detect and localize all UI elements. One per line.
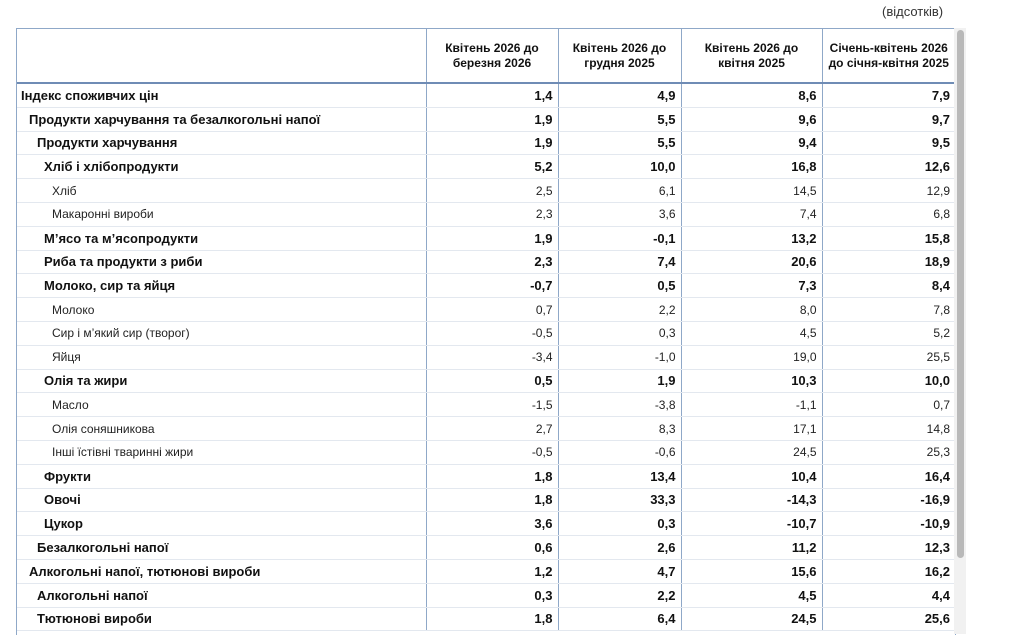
- cell-value: 2,2: [558, 298, 681, 322]
- cell-value: 1,8: [426, 488, 558, 512]
- cell-value: 16,8: [681, 155, 822, 179]
- table-row: [17, 536, 955, 560]
- cell-value: -14,3: [681, 488, 822, 512]
- table-row: [17, 321, 955, 345]
- row-label: М’ясо та м’ясопродукти: [17, 226, 426, 250]
- cell-value: 4,7: [558, 559, 681, 583]
- cell-value: 13,4: [558, 464, 681, 488]
- cell-value: 2,5: [426, 179, 558, 203]
- cell-value: 3,6: [558, 202, 681, 226]
- cell-value: 0,7: [426, 298, 558, 322]
- cell-value: -1,5: [426, 393, 558, 417]
- cell-value: 4,4: [822, 583, 955, 607]
- header-apr-vs-apr: Квітень 2026 до квітня 2025: [681, 29, 822, 83]
- cell-value: 8,0: [681, 298, 822, 322]
- table-row: [17, 559, 955, 583]
- header-apr-vs-mar: Квітень 2026 до березня 2026: [426, 29, 558, 83]
- cell-value: 5,2: [822, 321, 955, 345]
- header-category: [17, 29, 426, 83]
- row-label: Індекс споживчих цін: [17, 83, 426, 107]
- row-label: Алкогольні напої, тютюнові вироби: [17, 559, 426, 583]
- header-jan-apr-vs-jan-apr: Січень-квітень 2026 до січня-квітня 2025: [822, 29, 955, 83]
- cpi-table-container: [16, 28, 956, 635]
- cell-value: 1,9: [426, 226, 558, 250]
- cell-value: 2,2: [558, 583, 681, 607]
- cell-value: 12,3: [822, 536, 955, 560]
- cell-value: 1,9: [426, 131, 558, 155]
- row-label: Сир і м’який сир (творог): [17, 321, 426, 345]
- cell-value: -10,7: [681, 512, 822, 536]
- table-row: [17, 202, 955, 226]
- cell-value: 25,6: [822, 607, 955, 631]
- cell-value: 16,4: [822, 464, 955, 488]
- table-row: [17, 226, 955, 250]
- cell-value: 14,8: [822, 417, 955, 441]
- table-row: [17, 298, 955, 322]
- cell-value: 1,2: [426, 559, 558, 583]
- cell-value: 14,5: [681, 179, 822, 203]
- cell-value: 0,3: [558, 512, 681, 536]
- cell-value: 7,8: [822, 298, 955, 322]
- table-row: [17, 488, 955, 512]
- cell-value: 1,4: [426, 83, 558, 107]
- cell-value: 2,3: [426, 202, 558, 226]
- cell-value: 11,2: [681, 536, 822, 560]
- cell-value: 18,9: [822, 250, 955, 274]
- cell-value: 13,2: [681, 226, 822, 250]
- cell-value: -3,8: [558, 393, 681, 417]
- row-label: Олія соняшникова: [17, 417, 426, 441]
- cell-value: 0,5: [558, 274, 681, 298]
- cell-value: 4,5: [681, 583, 822, 607]
- row-label: Макаронні вироби: [17, 202, 426, 226]
- cell-value: 25,5: [822, 345, 955, 369]
- table-row: [17, 583, 955, 607]
- scrollbar-thumb[interactable]: [957, 30, 964, 558]
- table-row: [17, 440, 955, 464]
- cell-value: 7,4: [681, 202, 822, 226]
- row-label: Риба та продукти з риби: [17, 250, 426, 274]
- table-row: [17, 512, 955, 536]
- row-label: Молоко, сир та яйця: [17, 274, 426, 298]
- table-row: [17, 131, 955, 155]
- cell-value: 5,2: [426, 155, 558, 179]
- table-row: [17, 417, 955, 441]
- cell-value: 8,4: [822, 274, 955, 298]
- cell-value: 2,6: [558, 536, 681, 560]
- cell-value: 10,0: [558, 155, 681, 179]
- cell-value: 10,4: [681, 464, 822, 488]
- cell-value: 5,5: [558, 107, 681, 131]
- cell-value: 16,2: [822, 559, 955, 583]
- row-label: Яйця: [17, 345, 426, 369]
- cell-value: 0,6: [426, 536, 558, 560]
- cell-value: 8,3: [558, 417, 681, 441]
- cell-value: 7,4: [558, 250, 681, 274]
- cell-value: 0,7: [822, 393, 955, 417]
- table-header-row: [17, 29, 955, 83]
- cell-value: 9,5: [822, 131, 955, 155]
- cell-value: 7,9: [822, 83, 955, 107]
- row-label: Масло: [17, 393, 426, 417]
- cell-value: 17,1: [681, 417, 822, 441]
- cell-value: 0,5: [426, 369, 558, 393]
- cell-value: -1,1: [681, 393, 822, 417]
- cpi-table: [17, 29, 955, 631]
- cell-value: -16,9: [822, 488, 955, 512]
- cell-value: 6,4: [558, 607, 681, 631]
- table-row: [17, 369, 955, 393]
- cell-value: -0,5: [426, 440, 558, 464]
- cell-value: 2,3: [426, 250, 558, 274]
- table-row: [17, 345, 955, 369]
- cell-value: 15,8: [822, 226, 955, 250]
- cell-value: 24,5: [681, 440, 822, 464]
- cell-value: 5,5: [558, 131, 681, 155]
- cell-value: 7,3: [681, 274, 822, 298]
- cell-value: 1,8: [426, 607, 558, 631]
- cell-value: 3,6: [426, 512, 558, 536]
- cell-value: 4,5: [681, 321, 822, 345]
- table-row: [17, 107, 955, 131]
- cell-value: 10,0: [822, 369, 955, 393]
- table-row: [17, 250, 955, 274]
- cell-value: 33,3: [558, 488, 681, 512]
- cell-value: 1,8: [426, 464, 558, 488]
- cell-value: 9,6: [681, 107, 822, 131]
- row-label: Продукти харчування: [17, 131, 426, 155]
- row-label: Фрукти: [17, 464, 426, 488]
- row-label: Тютюнові вироби: [17, 607, 426, 631]
- cell-value: 9,4: [681, 131, 822, 155]
- row-label: Безалкогольні напої: [17, 536, 426, 560]
- row-label: Овочі: [17, 488, 426, 512]
- table-row: [17, 393, 955, 417]
- cell-value: 9,7: [822, 107, 955, 131]
- cell-value: 4,9: [558, 83, 681, 107]
- cell-value: -3,4: [426, 345, 558, 369]
- cell-value: 12,9: [822, 179, 955, 203]
- cell-value: 10,3: [681, 369, 822, 393]
- cell-value: 6,1: [558, 179, 681, 203]
- cell-value: 24,5: [681, 607, 822, 631]
- cell-value: 12,6: [822, 155, 955, 179]
- cell-value: 25,3: [822, 440, 955, 464]
- row-label: Хліб: [17, 179, 426, 203]
- table-row: [17, 179, 955, 203]
- cell-value: 8,6: [681, 83, 822, 107]
- row-label: Цукор: [17, 512, 426, 536]
- header-apr-vs-dec: Квітень 2026 до грудня 2025: [558, 29, 681, 83]
- cell-value: 15,6: [681, 559, 822, 583]
- cell-value: 1,9: [558, 369, 681, 393]
- cell-value: -0,1: [558, 226, 681, 250]
- cell-value: -0,7: [426, 274, 558, 298]
- table-row: [17, 464, 955, 488]
- row-label: Алкогольні напої: [17, 583, 426, 607]
- cell-value: 2,7: [426, 417, 558, 441]
- cell-value: -1,0: [558, 345, 681, 369]
- cell-value: -0,6: [558, 440, 681, 464]
- row-label: Продукти харчування та безалкогольні напої: [17, 107, 426, 131]
- table-row: [17, 607, 955, 631]
- row-label: Інші їстівні тваринні жири: [17, 440, 426, 464]
- unit-note: (відсотків): [882, 4, 944, 19]
- cell-value: 20,6: [681, 250, 822, 274]
- cell-value: 1,9: [426, 107, 558, 131]
- row-label: Молоко: [17, 298, 426, 322]
- cell-value: -0,5: [426, 321, 558, 345]
- cell-value: -10,9: [822, 512, 955, 536]
- row-label: Хліб і хлібопродукти: [17, 155, 426, 179]
- cell-value: 0,3: [426, 583, 558, 607]
- cell-value: 19,0: [681, 345, 822, 369]
- table-row: [17, 155, 955, 179]
- row-label: Олія та жири: [17, 369, 426, 393]
- cell-value: 6,8: [822, 202, 955, 226]
- cell-value: 0,3: [558, 321, 681, 345]
- table-row: [17, 274, 955, 298]
- table-row: [17, 83, 955, 107]
